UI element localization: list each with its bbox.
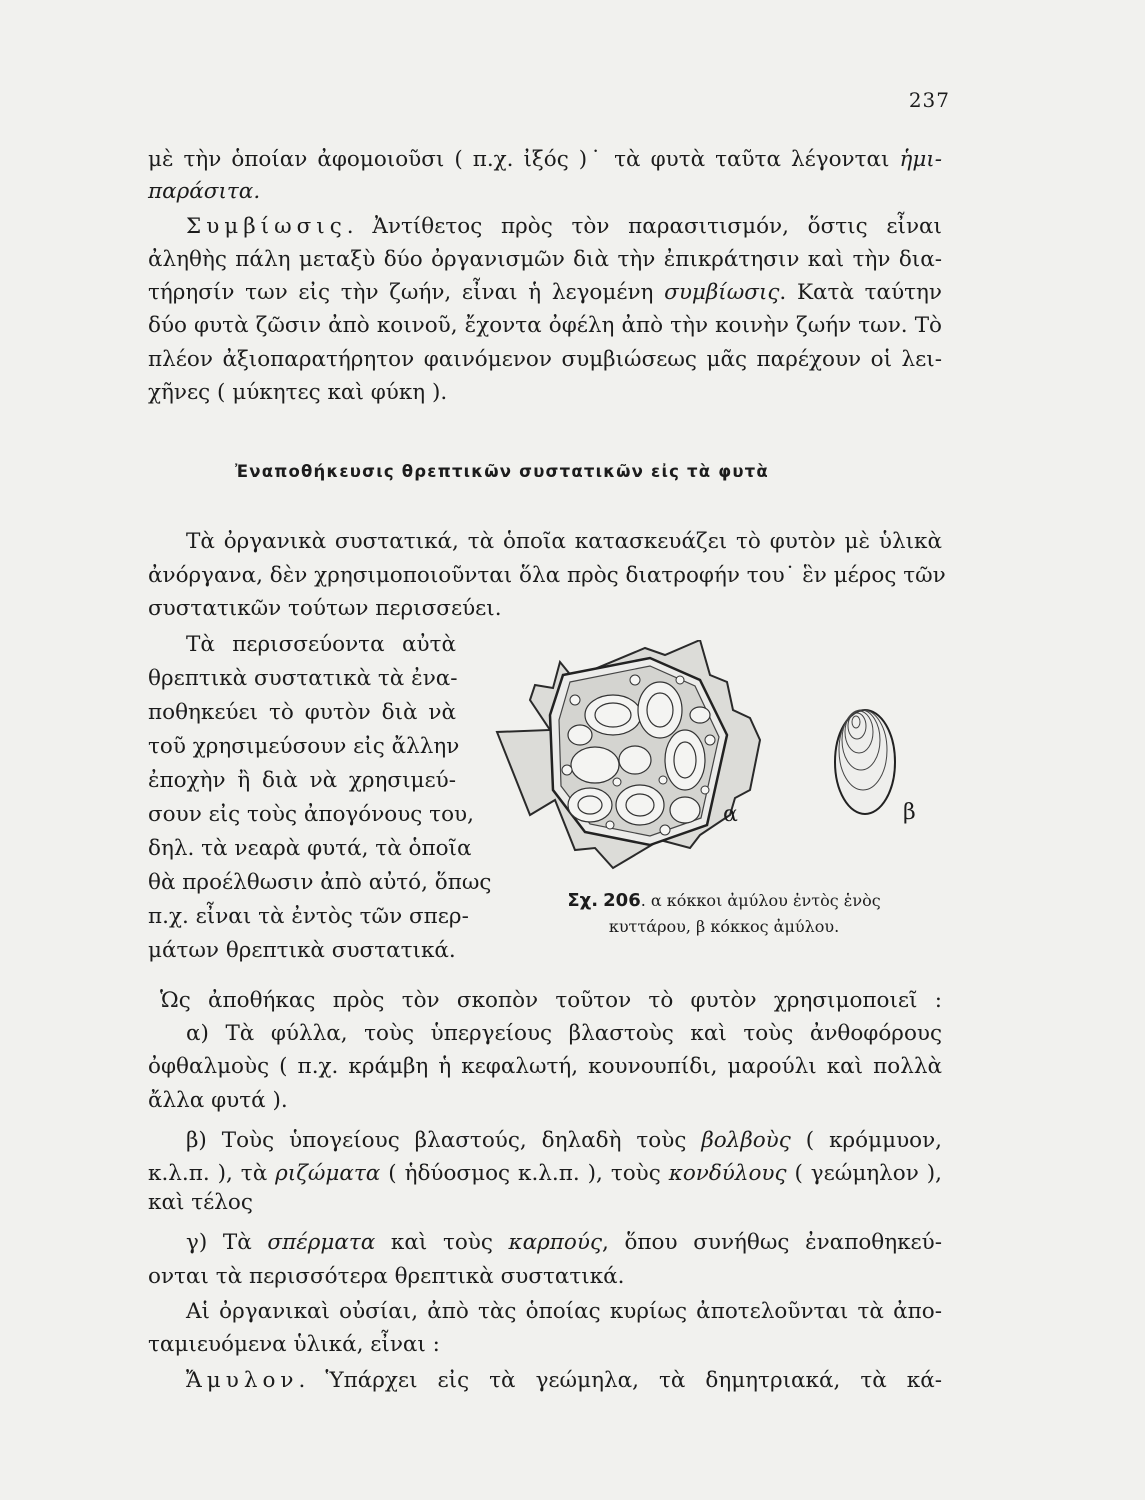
text-line: πλέον ἀξιοπαρατήρητον φαινόμενον συμβιώσεως μᾶς παρέχουν οἱ λει- [148, 347, 942, 372]
figure-label-a: α [723, 802, 738, 827]
text-line: μὲ τὴν ὁποίαν ἀφομοιοῦσι ( π.χ. ἰξός )˙ τὰ φυτὰ ταῦτα λέγονται ἡμι- [148, 147, 942, 172]
text-line: Συμβίωσις. Ἀντίθετος πρὸς τὸν παρασιτισμόν, ὅστις εἶναι [186, 214, 942, 239]
text-line: μάτων θρεπτικὰ συστατικά. [148, 938, 456, 963]
text-line: δύο φυτὰ ζῶσιν ἀπὸ κοινοῦ, ἔχοντα ὀφέλη ἀπὸ τὴν κοινὴν ζωήν των. Τὸ [148, 313, 942, 338]
text-line: β) Τοὺς ὑπογείους βλαστούς, δηλαδὴ τοὺς βολβοὺς ( κρόμμυον, [186, 1128, 942, 1153]
text-line: Ὡς ἀποθήκας πρὸς τὸν σκοπὸν τοῦτον τὸ φυτὸν χρησιμοποιεῖ : [160, 988, 942, 1013]
text-line: ἄλλα φυτά ). [148, 1088, 288, 1113]
figure-caption: Σχ. 206. α κόκκοι ἀμύλου ἐντὸς ἑνὸς κυττάρου, β κόκκος ἀμύλου. [567, 890, 881, 936]
text-line: ποθηκεύει τὸ φυτὸν διὰ νὰ [148, 700, 456, 725]
text-line: τοῦ χρησιμεύσουν εἰς ἄλλην [148, 734, 460, 759]
text-line: παράσιτα. [148, 179, 261, 204]
text-line: ἐποχὴν ἢ διὰ νὰ χρησιμεύ- [148, 768, 456, 793]
single-starch-grain [835, 710, 895, 814]
text-line: ἀνόργανα, δὲν χρησιμοποιοῦνται ὅλα πρὸς διατροφήν του˙ ἓν μέρος τῶν [148, 563, 946, 588]
text-line: τήρησίν των εἰς τὴν ζωήν, εἶναι ἡ λεγομένη συμβίωσις. Κατὰ ταύτην [148, 280, 942, 305]
text-line: κ.λ.π. ), τὰ ριζώματα ( ἡδύοσμος κ.λ.π. ), τοὺς κονδύλους ( γεώμηλον ), [148, 1161, 942, 1186]
text-line: θὰ προέλθωσιν ἀπὸ αὐτό, ὅπως [148, 870, 492, 895]
text-line: Ἄμυλον. Ὑπάρχει εἰς τὰ γεώμηλα, τὰ δημητριακά, τὰ κά- [186, 1368, 942, 1393]
text-line: ονται τὰ περισσότερα θρεπτικὰ συστατικά. [148, 1264, 625, 1289]
cell-with-starch-grains [497, 640, 760, 868]
text-line: συστατικῶν τούτων περισσεύει. [148, 596, 502, 621]
text-line: ταμιευόμενα ὑλικά, εἶναι : [148, 1332, 440, 1357]
text-line: σουν εἰς τοὺς ἀπογόνους του, [148, 802, 474, 827]
text-line: Τὰ ὀργανικὰ συστατικά, τὰ ὁποῖα κατασκευάζει τὸ φυτὸν μὲ ὑλικὰ [186, 529, 942, 554]
text-line: θρεπτικὰ συστατικὰ τὰ ἐνα- [148, 666, 458, 691]
text-line: Αἱ ὀργανικαὶ οὐσίαι, ἀπὸ τὰς ὁποίας κυρίως ἀποτελοῦνται τὰ ἀπο- [186, 1299, 942, 1324]
section-heading: Ἐναποθήκευσις θρεπτικῶν συστατικῶν εἰς τὰ φυτὰ [235, 462, 769, 481]
starch-figure [495, 640, 955, 880]
figure-illustration [495, 640, 955, 880]
text-line: π.χ. εἶναι τὰ ἐντὸς τῶν σπερ- [148, 904, 469, 929]
page-number: 237 [908, 88, 950, 112]
text-line: δηλ. τὰ νεαρὰ φυτά, τὰ ὁποῖα [148, 836, 472, 861]
text-line: ἀληθὴς πάλη μεταξὺ δύο ὀργανισμῶν διὰ τὴν ἐπικράτησιν καὶ τὴν δια- [148, 247, 942, 272]
text-line: α) Τὰ φύλλα, τοὺς ὑπεργείους βλαστοὺς καὶ τοὺς ἀνθοφόρους [186, 1021, 942, 1046]
text-line: καὶ τέλος [148, 1190, 253, 1215]
text-line: ὀφθαλμοὺς ( π.χ. κράμβη ἡ κεφαλωτή, κουνουπίδι, μαρούλι καὶ πολλὰ [148, 1054, 942, 1079]
figure-label-b: β [903, 800, 916, 825]
text-line: χῆνες ( μύκητες καὶ φύκη ). [148, 380, 448, 405]
text-line: γ) Τὰ σπέρματα καὶ τοὺς καρπούς, ὅπου συνήθως ἐναποθηκεύ- [186, 1230, 943, 1255]
text-line: Τὰ περισσεύοντα αὐτὰ [186, 632, 456, 657]
